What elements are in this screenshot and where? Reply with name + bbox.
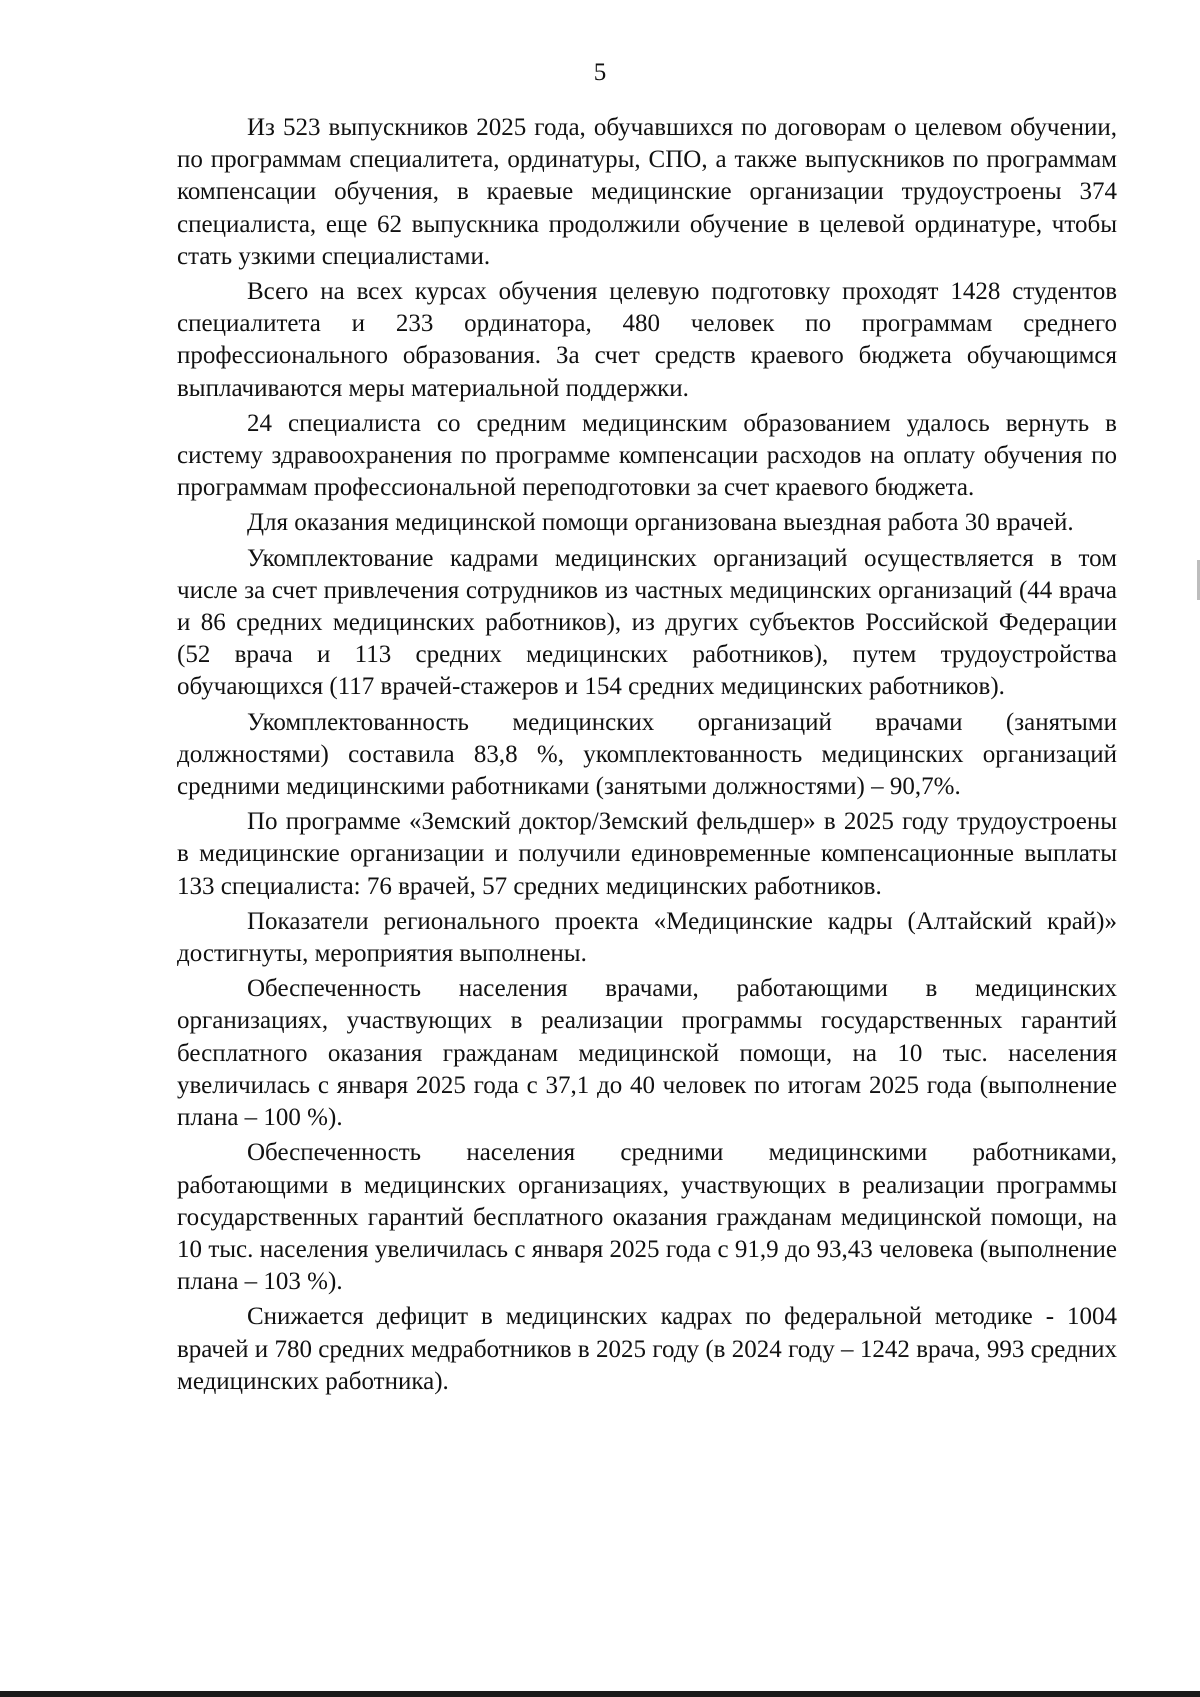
paragraph-graduates: Из 523 выпускников 2025 года, обучавшихся по договорам о целевом обучении, по программам специалитета, ординатуры, СПО, а также выпускников по программам компенсации обучения, в краевые медицинские организации трудоустроены 374 специалиста, еще 62 выпускника продолжили обучение в целевой ординатуре, чтобы стать узкими специалистами. [177, 114, 1117, 270]
paragraph-nurse-provision: Обеспеченность населения средними медицинскими работниками, работающими в медицинских организациях, участвующих в реализации программы государственных гарантий бесплатного оказания гражданам медицинской помощи, на 10 тыс. населения увеличилась с января 2025 года с 91,9 до 93,43 человека (выполнение плана – 103 %). [177, 1139, 1117, 1296]
paragraph-staffing-sources: Укомплектование кадрами медицинских организаций осуществляется в том числе за счет привлечения сотрудников из частных медицинских организаций (44 врача и 86 средних медицинских работников), из других субъектов Российской Федерации (52 врача и 113 средних медицинских работников), путем трудоустройства обучающихся (117 врачей-стажеров и 154 средних медицинских работников). [177, 544, 1117, 701]
paragraph-retraining: 24 специалиста со средним медицинским образованием удалось вернуть в систему здравоохранения по программе компенсации расходов на оплату обучения по программам профессиональной переподготовки за счет краевого бюджета. [177, 409, 1117, 502]
document-body [177, 112, 1117, 1401]
paragraph-staffing-levels: Укомплектованность медицинских организаций врачами (занятыми должностями) составила 83,8 %, укомплектованность медицинских организаций средними медицинскими работниками (занятыми должностями) – 90,7%. [177, 708, 1117, 801]
paragraph-field-work: Для оказания медицинской помощи организована выездная работа 30 врачей. [247, 509, 1074, 537]
paragraph-doctor-provision: Обеспеченность населения врачами, работающими в медицинских организациях, участвующих в реализации программы государственных гарантий бесплатного оказания гражданам медицинской помощи, на 10 тыс. населения увеличилась с января 2025 года с 37,1 до 40 человек по итогам 2025 года (выполнение плана – 100 %). [177, 975, 1117, 1132]
paragraph-zemsky-program: По программе «Земский доктор/Земский фельдшер» в 2025 году трудоустроены в медицинские организации и получили единовременные компенсационные выплаты 133 специалиста: 76 врачей, 57 средних медицинских работников. [177, 808, 1117, 900]
paragraph-deficit: Снижается дефицит в медицинских кадрах по федеральной методике - 1004 врачей и 780 средних медработников в 2025 году (в 2024 году – 1242 врача, 993 средних медицинских работника). [177, 1303, 1117, 1395]
paragraph-targeted-training: Всего на всех курсах обучения целевую подготовку проходят 1428 студентов специалитета и 233 ординатора, 480 человек по программам среднего профессионального образования. За счет средств краевого бюджета обучающимся выплачиваются меры материальной поддержки. [177, 278, 1117, 402]
scan-bottom-edge [0, 1691, 1200, 1697]
paragraph-regional-project: Показатели регионального проекта «Медицинские кадры (Алтайский край)» достигнуты, мероприятия выполнены. [177, 907, 1117, 968]
page-number: 5 [593, 59, 607, 86]
